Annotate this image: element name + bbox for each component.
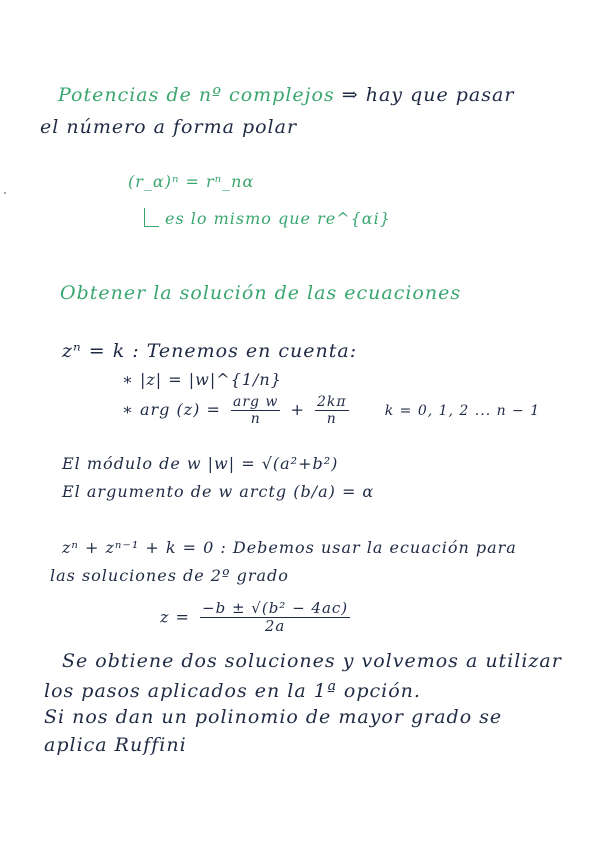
case-zn-k: zⁿ = k : Tenemos en cuenta: xyxy=(62,340,358,362)
higher-degree-line: Si nos dan un polinomio de mayor grado se xyxy=(44,706,503,728)
argument-rule-lhs: ∗ arg (z) = xyxy=(122,400,221,420)
heading-potencias-title: Potencias de nº complejos xyxy=(58,84,335,106)
exponential-note-text: es lo mismo que re^{αi} xyxy=(165,209,391,228)
argw-denominator: n xyxy=(250,411,261,428)
quadratic-numerator: −b ± √(b² − 4ac) xyxy=(202,599,349,617)
plus-sign: + xyxy=(290,400,305,420)
argument-rule xyxy=(122,394,540,427)
power-formula: (r_α)ⁿ = rⁿ_nα xyxy=(128,172,255,191)
apply-steps-line: los pasos aplicados en la 1ª opción. xyxy=(44,680,421,702)
two-solutions-line: Se obtiene dos soluciones y volvemos a utilizar xyxy=(62,650,562,672)
heading-potencias xyxy=(58,84,514,106)
quadratic-denominator: 2a xyxy=(264,617,286,636)
quadratic-fraction xyxy=(200,600,350,636)
2kpi-fraction xyxy=(315,394,349,427)
heading-potencias-rule: ⇒ hay que pasar xyxy=(341,84,515,106)
stray-mark xyxy=(4,192,6,194)
argw-fraction xyxy=(231,394,280,427)
modulus-of-w: El módulo de w |w| = √(a²+b²) xyxy=(62,454,339,473)
polar-form-line: el número a forma polar xyxy=(40,116,298,138)
k-range: k = 0, 1, 2 ... n − 1 xyxy=(384,403,541,420)
2kpi-denominator: n xyxy=(326,411,337,428)
exponential-note xyxy=(144,208,391,228)
case-polynomial: zⁿ + zⁿ⁻¹ + k = 0 : Debemos usar la ecuación para xyxy=(62,538,517,557)
argw-numerator: arg w xyxy=(232,394,279,410)
ruffini-line: aplica Ruffini xyxy=(44,734,187,756)
quadratic-lhs: z = xyxy=(160,607,190,627)
2kpi-numerator: 2kπ xyxy=(317,394,347,410)
quadratic-formula xyxy=(160,600,354,636)
argument-of-w: El argumento de w arctg (b/a) = α xyxy=(62,482,375,501)
second-degree-line: las soluciones de 2º grado xyxy=(50,566,289,585)
heading-ecuaciones: Obtener la solución de las ecuaciones xyxy=(60,282,462,304)
arrow-hook-icon xyxy=(144,208,159,227)
modulus-rule: ∗ |z| = |w|^{1/n} xyxy=(122,370,282,389)
